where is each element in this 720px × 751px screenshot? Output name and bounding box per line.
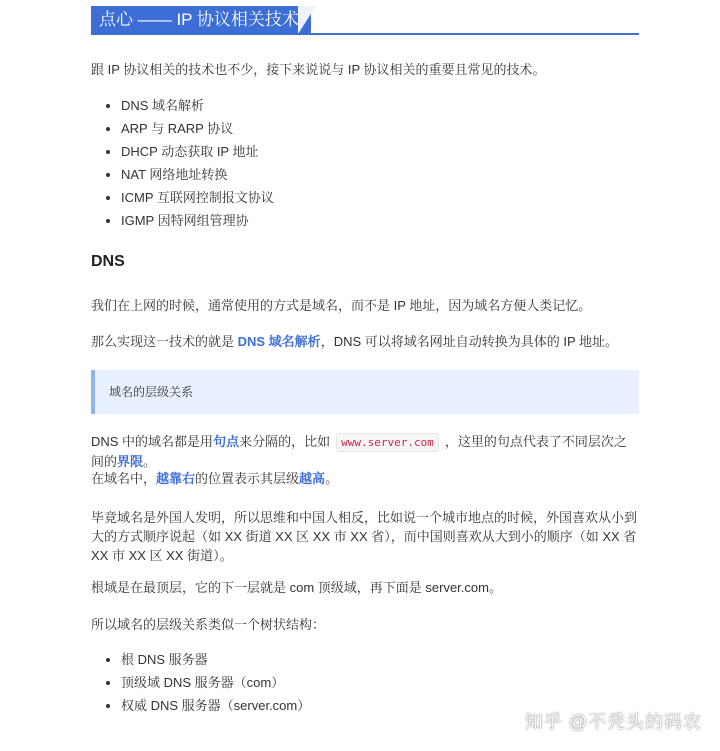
watermark: 知乎 @不秃头的码农 xyxy=(524,712,702,732)
text: DNS 中的域名都是用 xyxy=(91,434,214,449)
callout-text: 域名的层级关系 xyxy=(109,385,194,399)
text: ，DNS 可以将域名网址自动转换为具体的 IP 地址。 xyxy=(320,334,619,349)
paragraph-order-comparison: 毕竟域名是外国人发明，所以思维和中国人相反，比如说一个城市地点的时候，外国喜欢从小到大的方式顺序说起（如 XX 街道 XX 区 XX 市 XX 省），而中国则喜欢从大到小的顺序（如 XX 省 XX 市 XX 区 XX 街道）。 xyxy=(91,510,638,563)
text: 在域名中， xyxy=(91,471,157,486)
list-item: • 根 DNS 服务器 xyxy=(121,648,310,671)
list-item: • 顶级域 DNS 服务器（com） xyxy=(121,671,310,694)
intro-paragraph: 跟 IP 协议相关的技术也不少，接下来说说与 IP 协议相关的重要且常见的技术。 xyxy=(91,62,546,77)
paragraph-tree-structure: 所以域名的层级关系类似一个树状结构： xyxy=(91,617,326,632)
callout-box xyxy=(91,370,639,414)
text: 那么实现这一技术的就是 xyxy=(91,334,238,349)
text: 的位置表示其层级 xyxy=(195,471,300,486)
highlight-higher: 越高 xyxy=(299,471,326,486)
list-item: • 权威 DNS 服务器（server.com） xyxy=(121,694,310,717)
list-item: • ARP 与 RARP 协议 xyxy=(121,117,274,140)
article-body xyxy=(91,0,639,713)
text: 。 xyxy=(143,454,157,469)
heading-underline xyxy=(91,33,639,35)
heading-decoration xyxy=(298,6,316,34)
dns-server-list xyxy=(103,648,310,717)
text: ，这里的句点代表了不同层次之间的 xyxy=(91,434,627,469)
list-item: • ICMP 互联网控制报文协议 xyxy=(121,186,274,209)
inline-code: www.server.com xyxy=(336,433,439,452)
text: 来分隔的，比如 xyxy=(239,434,331,449)
list-item: • DNS 域名解析 xyxy=(121,94,274,117)
paragraph-root-domain: 根域是在最顶层，它的下一层就是 com 顶级域，再下面是 server.com。 xyxy=(91,580,502,595)
list-item: • IGMP 因特网组管理协 xyxy=(121,209,274,232)
highlight-rightmost: 越靠右 xyxy=(156,471,196,486)
highlight-boundary: 界限 xyxy=(117,454,144,469)
paragraph-dns-intro xyxy=(91,332,618,351)
highlight-dot: 句点 xyxy=(213,434,240,449)
highlight-dns-resolution: DNS 域名解析 xyxy=(237,334,321,349)
paragraph-domain-usage: 我们在上网的时候，通常使用的方式是域名，而不是 IP 地址，因为域名方便人类记忆。 xyxy=(91,298,592,313)
paragraph-dot-separator xyxy=(91,432,639,471)
section-heading-title: 点心 —— IP 协议相关技术 xyxy=(91,6,311,34)
tech-list xyxy=(103,94,274,232)
list-item: • DHCP 动态获取 IP 地址 xyxy=(121,140,274,163)
section-heading xyxy=(91,0,639,36)
dns-heading: DNS xyxy=(91,253,125,270)
text: 。 xyxy=(325,471,339,486)
paragraph-hierarchy-position xyxy=(91,469,338,488)
list-item: • NAT 网络地址转换 xyxy=(121,163,274,186)
